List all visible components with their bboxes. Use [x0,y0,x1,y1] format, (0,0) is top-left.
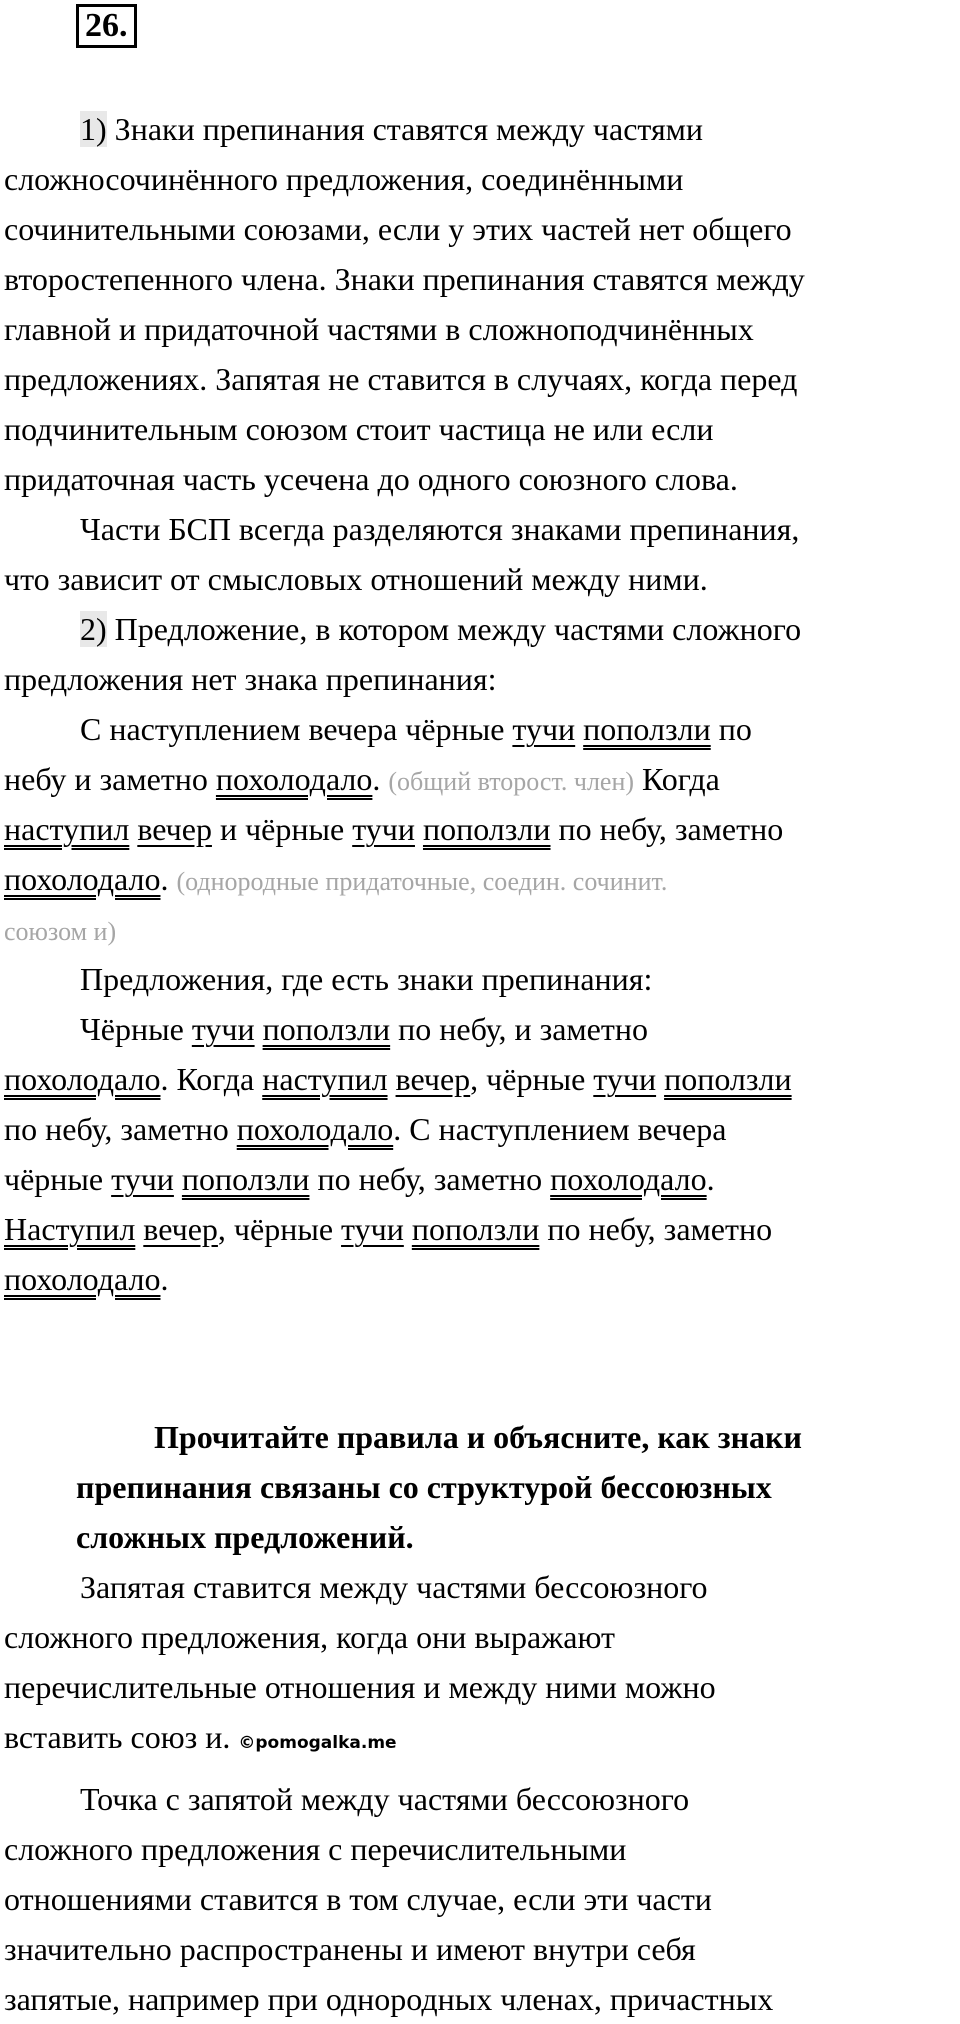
item-number-2: 2) [80,611,107,647]
subject-word: тучи [111,1161,174,1197]
rules-text [4,1562,954,2024]
subject-word: тучи [512,711,576,747]
predicate-word: похолодало [236,1111,394,1147]
predicate-word: поползли [664,1061,792,1097]
paragraph-6-line: отношениями ставится в том случае, если эти части [4,1881,712,1917]
example-1-line: небу и заметно похолодало. (общий второст. член) Когда [4,761,720,797]
paragraph-5-line: Запятая ставится между частями бессоюзного [80,1569,708,1605]
example-1-line: наступил вечер и чёрные тучи поползли по небу, заметно [4,811,784,847]
item-number-1: 1) [80,111,107,147]
grammar-note: (однородные придаточные, соедин. сочинит. [176,867,668,896]
task-number: 26. [76,4,137,48]
predicate-word: поползли [422,811,551,847]
paragraph-1-line: сложносочинённого предложения, соединёнными [4,161,684,197]
subject-word: вечер [395,1061,471,1097]
predicate-word: похолодало [4,1261,161,1297]
predicate-word: поползли [583,711,711,747]
subject-word: тучи [352,811,415,847]
subject-word: вечер [143,1211,218,1247]
subject-word: тучи [191,1011,255,1047]
paragraph-6-line: сложного предложения с перечислительными [4,1831,627,1867]
paragraph-5-line: сложного предложения, когда они выражают [4,1619,615,1655]
example-2-line: похолодало. Когда наступил вечер, чёрные тучи поползли [4,1061,792,1097]
paragraph-5-line: вставить союз и. ©pomogalka.me [4,1719,397,1755]
predicate-word: похолодало [550,1161,707,1197]
answer-text [4,104,954,1304]
predicate-word: наступил [4,811,130,847]
subject-word: тучи [593,1061,657,1097]
predicate-word: поползли [411,1211,540,1247]
watermark: ©pomogalka.me [238,1733,397,1753]
subject-word: тучи [341,1211,404,1247]
paragraph-6-line: Точка с запятой между частями бессоюзного [80,1781,690,1817]
paragraph-1-line: придаточная часть усечена до одного союзного слова. [4,461,738,497]
predicate-word: поползли [181,1161,310,1197]
subject-word: вечер [137,811,212,847]
paragraph-1-line: главной и придаточной частями в сложноподчинённых [4,311,754,347]
paragraph-1-line: сочинительными союзами, если у этих частей нет общего [4,211,792,247]
paragraph-5-line: перечислительные отношения и между ними можно [4,1669,716,1705]
predicate-word: Наступил [4,1211,136,1247]
example-2-line: Чёрные тучи поползли по небу, и заметно [80,1011,648,1047]
paragraph-1-line: предложениях. Запятая не ставится в случаях, когда перед [4,361,798,397]
paragraph-6-line: запятые, например при однородных членах, причастных [4,1981,774,2017]
example-1-line: похолодало. (однородные придаточные, соедин. сочинит. [4,861,668,897]
paragraph-1-line: 1) Знаки препинания ставятся между частями [80,111,704,147]
example-1-line [4,904,954,954]
paragraph-2-line: Части БСП всегда разделяются знаками препинания, [80,511,800,547]
predicate-word: похолодало [4,861,161,897]
paragraph-1-line: подчинительным союзом стоит частица не или если [4,411,714,447]
rule-title: Прочитайте правила и объясните, как знаки препинания связаны со структурой бессоюзных сложных предложений. [76,1419,802,1555]
paragraph-2-line: что зависит от смысловых отношений между ними. [4,561,708,597]
predicate-word: наступил [262,1061,388,1097]
grammar-note: (общий второст. член) [388,767,635,796]
predicate-word: поползли [262,1011,391,1047]
example-2-line: Наступил вечер, чёрные тучи поползли по небу, заметно [4,1211,773,1247]
paragraph-4-line: Предложения, где есть знаки препинания: [80,961,653,997]
example-2-line: чёрные тучи поползли по небу, заметно похолодало. [4,1161,715,1197]
example-2-line: похолодало. [4,1261,169,1297]
grammar-note: союзом и) [4,917,117,946]
paragraph-3-line: предложения нет знака препинания: [4,661,497,697]
example-1-line: С наступлением вечера чёрные тучи поползли по [80,711,752,747]
paragraph-1-line: второстепенного члена. Знаки препинания ставятся между [4,261,805,297]
example-2-line: по небу, заметно похолодало. С наступлением вечера [4,1111,727,1147]
predicate-word: похолодало [215,761,373,797]
predicate-word: похолодало [4,1061,161,1097]
paragraph-6-line: значительно распространены и имеют внутри себя [4,1931,696,1967]
paragraph-3-line: 2) Предложение, в котором между частями сложного [80,611,802,647]
